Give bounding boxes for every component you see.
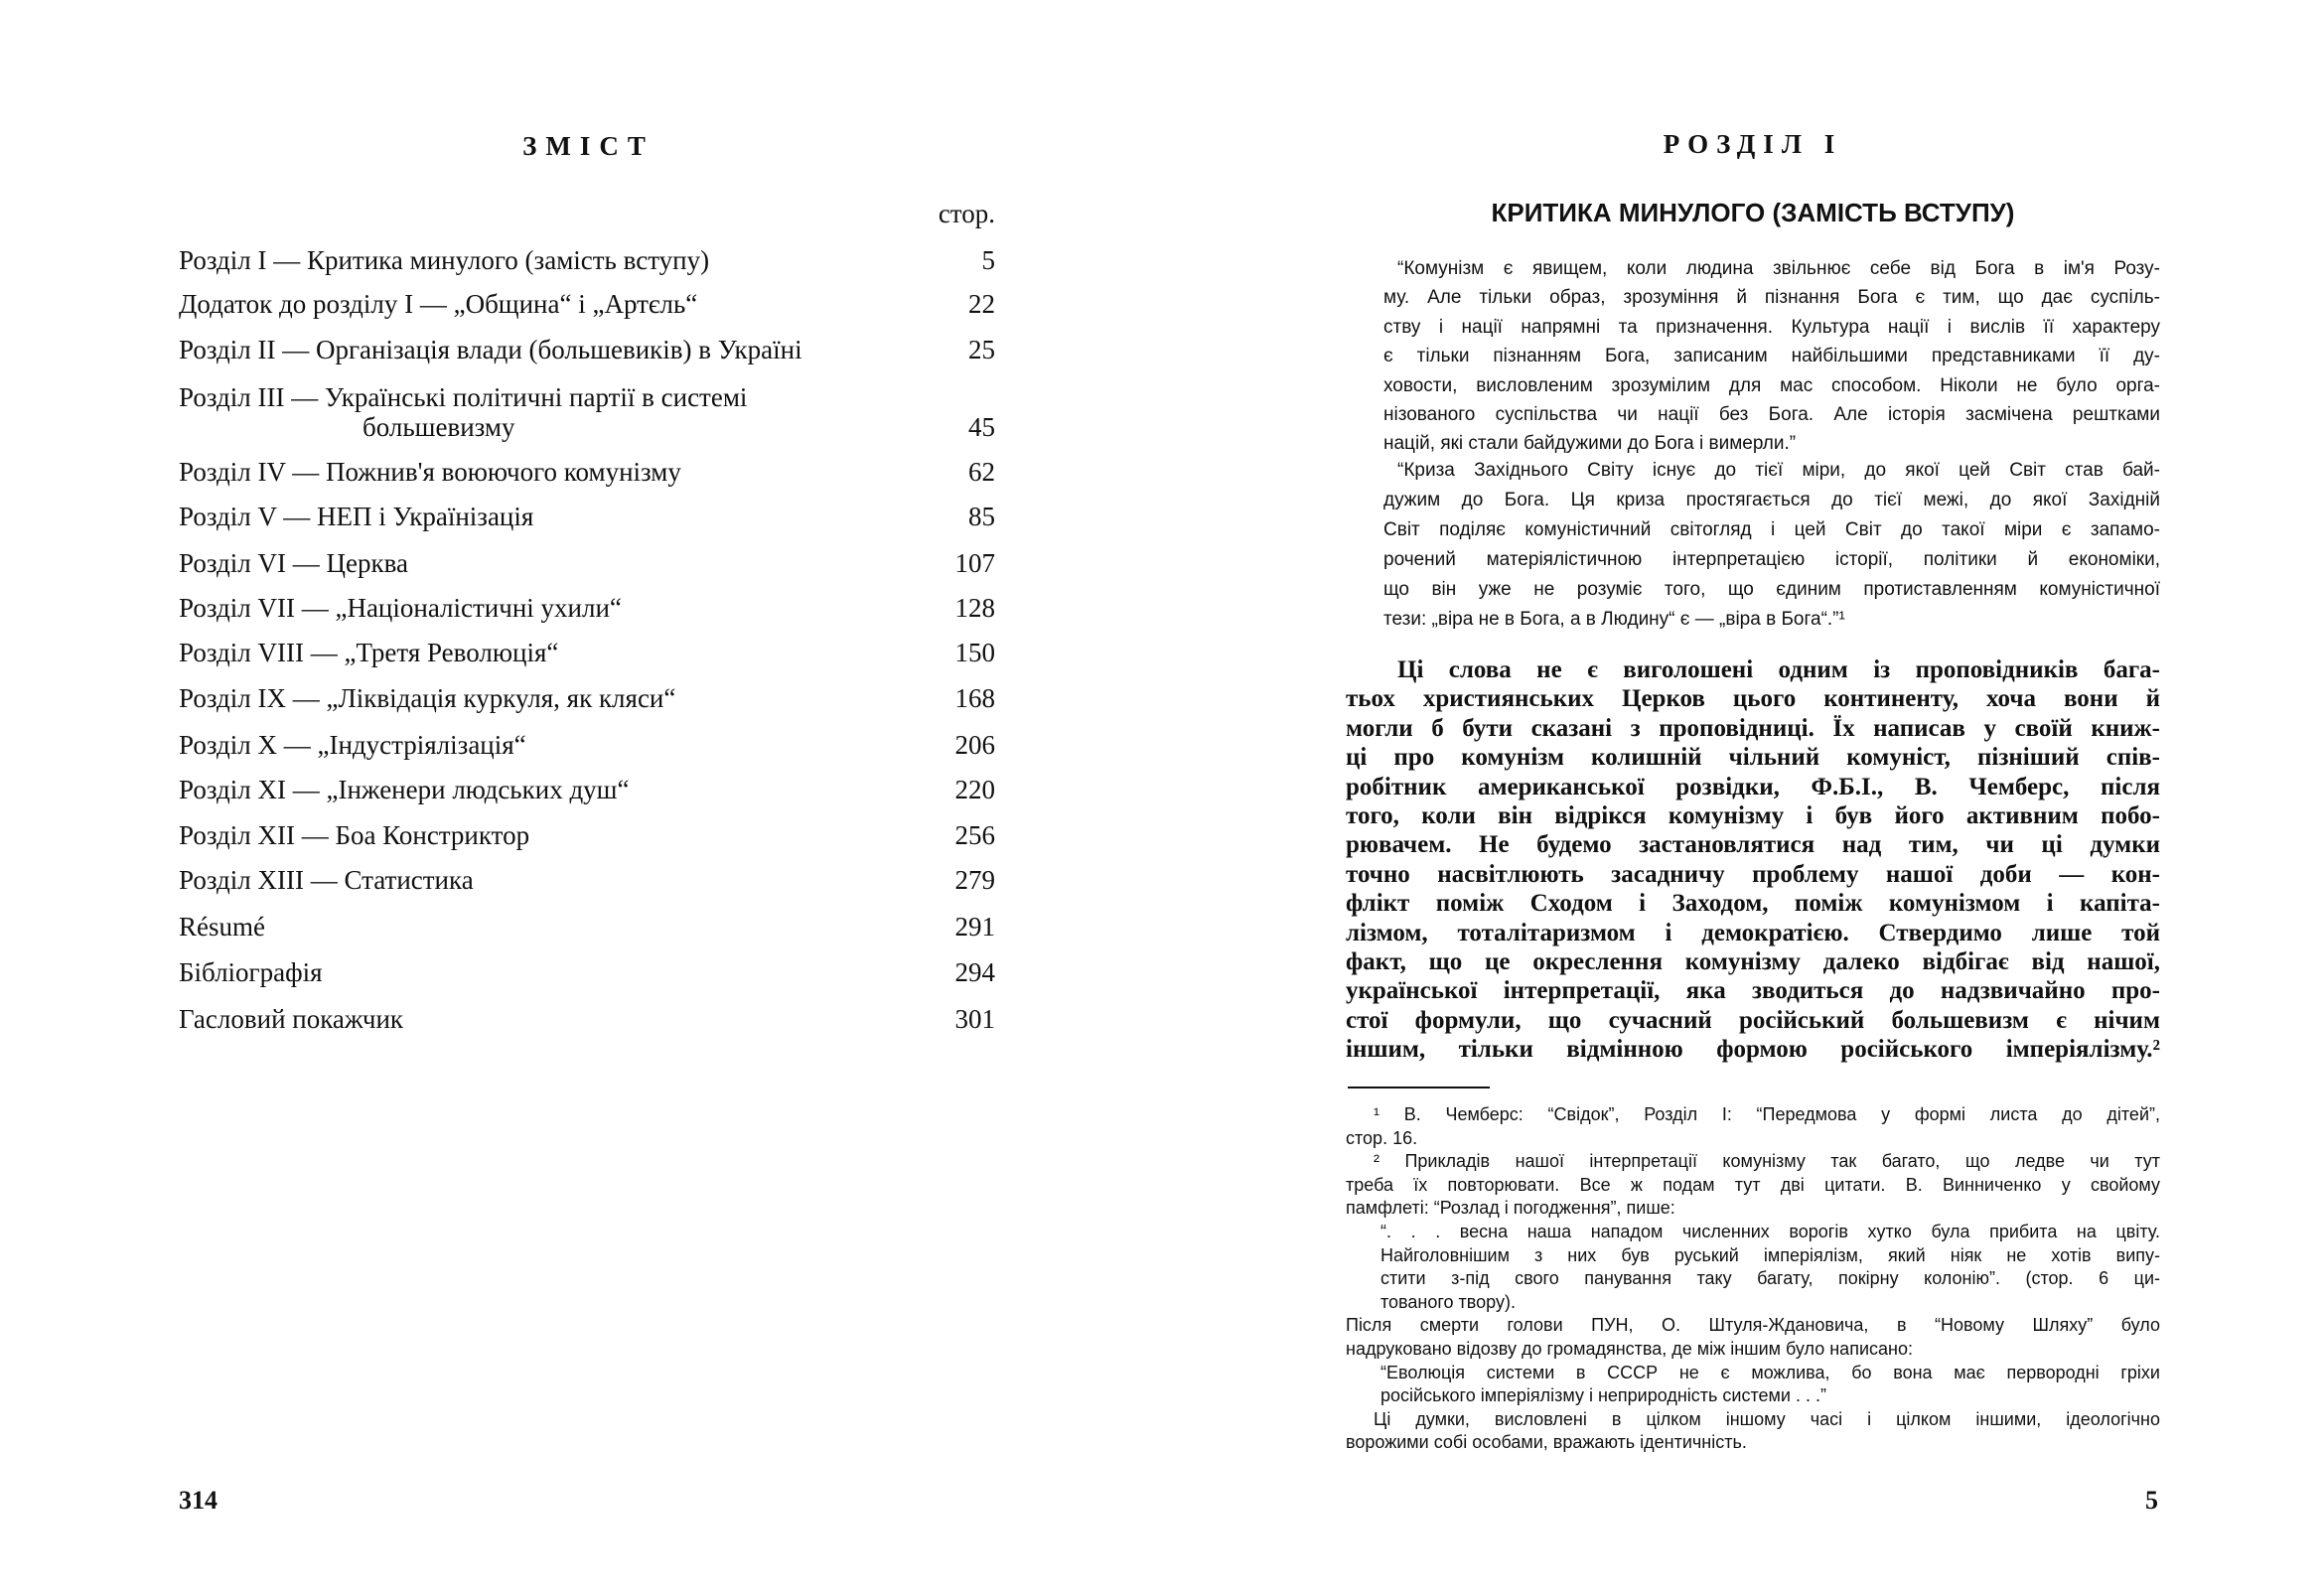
text-line: що він уже не розуміє того, що єдиним протиставленням комуністичної: [1383, 579, 2160, 600]
toc-entry-label: Бібліографія: [179, 957, 323, 987]
toc-entry-label: Розділ I — Критика минулого (замість вступу): [179, 245, 710, 275]
text-line: факт, що це окреслення комунізму далеко відбігає від нашої,: [1346, 948, 2160, 975]
text-line: того, коли він відрікся комунізму і був його активним побо-: [1346, 802, 2160, 829]
text-line: Ці думки, висловлені в цілком іншому часі і цілком іншими, ідеологічно: [1374, 1408, 2160, 1429]
text-line: тези: „віра не в Бога, а в Людину“ є — „віра в Бога“.”¹: [1383, 609, 1845, 630]
text-line: лізмом, тоталітаризмом і демократією. Ствердимо лише той: [1346, 919, 2160, 946]
toc-entry-page: 291: [954, 912, 995, 942]
text-line: ² Прикладів нашої інтерпретації комунізму так багато, що ледве чи тут: [1374, 1151, 2160, 1172]
text-line: памфлеті: “Розлад і погодження”, пише:: [1346, 1198, 1675, 1219]
text-line: тованого твору).: [1380, 1291, 1516, 1312]
text-line: му. Але тільки образ, зрозуміння й пізнання Бога є тим, що дає суспіль-: [1383, 287, 2160, 309]
text-line: тьох християнських Церков цього континенту, хоча вони й: [1346, 685, 2160, 713]
text-line: Після смерти голови ПУН, О. Штуля-Ждановича, в “Новому Шляху” було: [1346, 1315, 2160, 1336]
toc-entry-label: Розділ VI — Церква: [179, 548, 408, 578]
toc-entry-label: Гасловий покажчик: [179, 1004, 404, 1034]
toc-entry-page: 107: [954, 548, 995, 578]
text-line: нізованого суспільства чи нації без Бога. Але історія засмічена рештками: [1383, 404, 2160, 425]
text-line: стити з-під свого панування таку багату, покірну колонію”. (стор. 6 ци-: [1380, 1268, 2160, 1289]
toc-entry-label: Розділ VII — „Націоналістичні ухили“: [179, 593, 622, 623]
toc-entry-label: Розділ X — „Індустріялізація“: [179, 730, 526, 760]
toc-title: ЗМІСТ: [522, 131, 654, 161]
toc-entry-page: 45: [968, 412, 995, 442]
chapter-title: КРИТИКА МИНУЛОГО (ЗАМІСТЬ ВСТУПУ): [1491, 198, 2015, 227]
toc-entry-label: Розділ III — Українські політичні партії в системі: [179, 382, 748, 412]
toc-entry-label: Розділ XI — „Інженери людських душ“: [179, 775, 630, 804]
toc-entry-label: Розділ II — Організація влади (большевиків) в Україні: [179, 335, 802, 364]
text-line: “Криза Західнього Світу існує до тієї міри, до якої цей Світ став бай-: [1397, 460, 2160, 481]
text-line: ворожими собі особами, вражають ідентичність.: [1346, 1432, 1747, 1453]
toc-entry-label: Розділ IX — „Ліквідація куркуля, як кляси“: [179, 683, 676, 713]
text-line: націй, які стали байдужими до Бога і вимерли.”: [1383, 433, 1797, 455]
toc-entry-label: Résumé: [179, 912, 265, 942]
footnote-divider: [1348, 1087, 1490, 1088]
text-line: є тільки пізнанням Бога, записаним найбільшими представниками її ду-: [1383, 346, 2160, 367]
text-line: робітник американської розвідки, Ф.Б.І., В. Чемберс, після: [1346, 773, 2160, 800]
toc-entry-page: 301: [954, 1004, 995, 1034]
text-line: ховости, висловленим зрозумілим для мас способом. Ніколи не було орга-: [1383, 374, 2160, 396]
toc-entry-page: 150: [954, 638, 995, 667]
toc-entry-label: Розділ V — НЕП і Українізація: [179, 502, 534, 531]
text-line: ці про комунізм колишній чільний комуніст, пізніший спів-: [1346, 744, 2160, 772]
toc-entry-page: 62: [968, 457, 995, 487]
toc-entry-page: 168: [954, 683, 995, 713]
text-line: стої формули, що сучасний російський большевизм є нічим: [1346, 1006, 2160, 1034]
toc-entry-page: 220: [954, 775, 995, 804]
text-line: дужим до Бога. Ця криза простягається до тієї межі, до якої Західній: [1383, 490, 2160, 510]
toc-entry-page: 294: [954, 957, 995, 987]
text-line: стор. 16.: [1346, 1127, 1418, 1148]
text-line: точно насвітлюють засадничу проблему нашої доби — кон-: [1346, 860, 2160, 888]
text-line: флікт поміж Сходом і Заходом, поміж комунізмом і капіта-: [1346, 890, 2160, 918]
text-line: рювачем. Не будемо застановлятися над тим, чи ці думки: [1346, 831, 2160, 859]
toc-entry-label: Розділ IV — Пожнив'я воюючого комунізму: [179, 457, 681, 487]
text-line: могли б бути сказані з проповідниці. Їх написав у своїй книж-: [1346, 714, 2160, 742]
toc-entry-label: Розділ VIII — „Третя Революція“: [179, 638, 559, 667]
chapter-heading: РОЗДІЛ I: [1663, 129, 1843, 159]
toc-entry-label: Розділ XII — Боа Констриктор: [179, 820, 530, 850]
toc-entry-page: 25: [968, 335, 995, 364]
toc-entry-page: 279: [954, 865, 995, 895]
text-line: треба їх повторювати. Все ж подам тут дві цитати. В. Винниченко у свойому: [1346, 1174, 2160, 1195]
toc-entry-page: 128: [954, 593, 995, 623]
toc-entry-label-continued: большевизму: [363, 412, 515, 442]
text-line: Світ поділяє комуністичний світогляд і цей Світ до такої міри є запамо-: [1383, 519, 2160, 540]
toc-entry-page: 256: [954, 820, 995, 850]
toc-entry-page: 206: [954, 730, 995, 760]
page-number-right: 5: [2145, 1486, 2158, 1515]
text-line: рочений матеріялістичною інтерпретацією історії, політики й економіки,: [1383, 549, 2160, 570]
text-line: української інтерпретації, яка зводиться до надзвичайно про-: [1346, 977, 2160, 1005]
toc-entry-page: 85: [968, 502, 995, 531]
toc-entry-page: 22: [968, 289, 995, 319]
page-number-left: 314: [179, 1486, 218, 1515]
toc-entry-label: Додаток до розділу I — „Община“ і „Артєль“: [179, 289, 698, 319]
toc-pages-label: стор.: [938, 199, 995, 228]
text-line: ству і нації напрямні та призначення. Культура нації і вислів її характеру: [1383, 316, 2160, 338]
text-line: надруковано відозву до громадянства, де між іншим було написано:: [1346, 1339, 1913, 1359]
text-line: “Комунізм є явищем, коли людина звільнює себе від Бога в ім'я Розу-: [1397, 258, 2160, 279]
text-line: іншим, тільки відмінною формою російського імперіялізму.²: [1346, 1036, 2160, 1064]
text-line: “. . . весна наша нападом численних ворогів хутко була прибита на цвіту.: [1380, 1222, 2160, 1241]
text-line: російського імперіялізму і неприродність системи . . .”: [1380, 1385, 1826, 1406]
text-line: Ці слова не є виголошені одним із проповідників бага-: [1397, 656, 2160, 683]
text-line: ¹ В. Чемберс: “Свідок”, Розділ I: “Передмова у формі листа до дітей”,: [1374, 1104, 2160, 1124]
toc-entry-page: 5: [981, 245, 995, 275]
text-line: Найголовнішим з них був руський імперіялізм, який ніяк не хотів випу-: [1380, 1244, 2160, 1265]
toc-entry-label: Розділ XIII — Статистика: [179, 865, 474, 895]
text-line: “Еволюція системи в СССР не є можлива, бо вона має первородні гріхи: [1380, 1362, 2160, 1382]
